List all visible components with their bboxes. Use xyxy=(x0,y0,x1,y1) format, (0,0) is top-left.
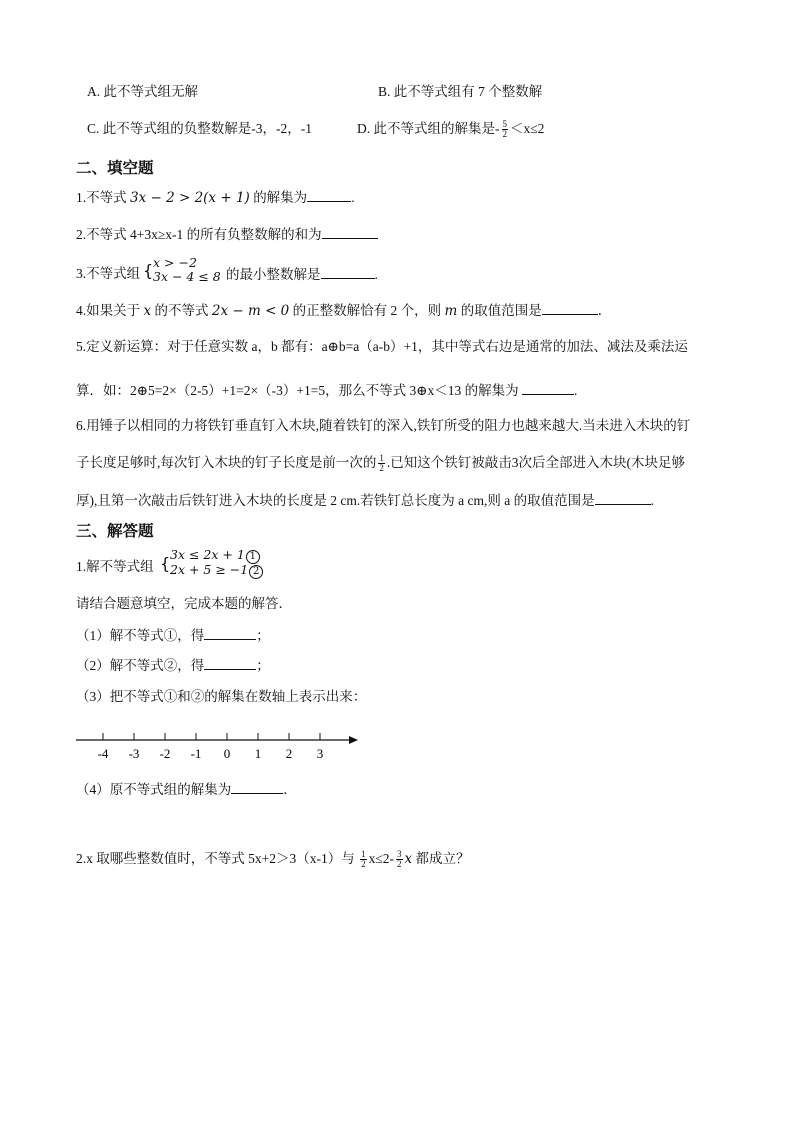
option-d-prefix: D. 此不等式组的解集是- xyxy=(357,121,500,136)
solve-q1-brace: { xyxy=(160,554,171,573)
fill-q5-text: 算．如：2⊕5=2×（2-5）+1=2×（-3）+1=5，那么不等式 3⊕x＜13 的解集为 xyxy=(76,383,519,398)
fraction-denominator: 2 xyxy=(361,859,366,870)
fill-q6-line2-b: .已知这个铁钉被敲击3次后全部进入木块(木块足够 xyxy=(386,455,685,470)
number-line-label: -2 xyxy=(159,746,171,761)
number-line-label: 2 xyxy=(285,746,293,761)
circle-2: 2 xyxy=(249,565,263,579)
solve-q2-a: 2.x 取哪些整数值时，不等式 5x+2＞3（x-1）与 xyxy=(76,851,355,866)
fraction-numerator: 1 xyxy=(361,849,366,860)
fill-q1-suffix: 的解集为 xyxy=(249,190,308,205)
number-line-label: 0 xyxy=(223,746,231,761)
fill-q4-m: m xyxy=(444,303,458,319)
solve-q1-row2-text: 2x + 5 ≥ −1 xyxy=(170,562,249,577)
fill-q3-tail xyxy=(226,265,378,284)
fill-q2 xyxy=(76,225,378,244)
circle-1: 1 xyxy=(246,550,260,564)
section3-title: 三、解答题 xyxy=(76,522,154,540)
fill-q3-blank[interactable] xyxy=(321,265,375,279)
fill-q4-b: 的不等式 xyxy=(154,303,209,318)
solve-step3: （3）把不等式①和②的解集在数轴上表示出来： xyxy=(76,689,367,704)
fill-q4-x: x xyxy=(143,303,152,319)
fraction-denominator: 2 xyxy=(397,859,402,870)
fill-q4-c: 的正整数解恰有 2 个，则 xyxy=(292,303,442,318)
number-line-label: 3 xyxy=(316,746,324,761)
fill-q6-line2-a: 子长度足够时,每次钉入木块的钉子长度是前一次的 xyxy=(76,455,377,470)
fill-q4-d: 的取值范围是 xyxy=(460,303,542,318)
solve-instruction: 请结合题意填空，完成本题的解答． xyxy=(76,596,292,611)
fill-q5-blank[interactable] xyxy=(522,381,574,395)
fill-q3-end: . xyxy=(374,267,378,282)
fill-q5-line2 xyxy=(76,381,577,400)
solve-step1 xyxy=(76,626,270,645)
option-c: C. 此不等式组的负整数解是-3，-2，-1 xyxy=(87,121,312,136)
solve-step4-end: ． xyxy=(283,782,297,797)
solve-q2-x: x xyxy=(404,851,413,867)
fill-q3-suffix: 的最小整数解是 xyxy=(226,267,321,282)
fraction-denominator: 2 xyxy=(502,129,507,140)
solve-q2-c: 都成立？ xyxy=(415,851,470,866)
fill-q5-end: . xyxy=(574,383,578,398)
fill-q4-math: 2x − m < 0 xyxy=(211,303,290,319)
option-d xyxy=(357,120,544,139)
solve-step4 xyxy=(76,780,297,799)
solve-step2-text: （2）解不等式②，得 xyxy=(76,658,205,673)
solve-q2-fraction2 xyxy=(396,850,403,869)
fill-q6-line3-text: 厚),且第一次敲击后铁钉进入木块的长度是 2 cm.若铁钉总长度为 a cm,则 a 的取值范围是 xyxy=(76,493,595,508)
fill-q4-end: ． xyxy=(597,303,612,318)
solve-q1-row2 xyxy=(170,564,263,579)
fraction-denominator: 2 xyxy=(379,463,384,474)
solve-q1-prefix: 1.解不等式组 xyxy=(76,559,154,574)
solve-q2-b: x≤2- xyxy=(368,851,395,866)
fill-q1-math: 3x − 2 > 2(x + 1) xyxy=(130,190,250,206)
fill-q1 xyxy=(76,188,355,207)
option-d-suffix: ＜x≤2 xyxy=(510,121,545,136)
fill-q1-blank[interactable] xyxy=(307,188,351,202)
fill-q6-blank[interactable] xyxy=(595,491,651,505)
solve-q2 xyxy=(76,850,470,869)
solve-step4-text: （4）原不等式组的解集为 xyxy=(76,782,232,797)
fill-q4-a: 4.如果关于 xyxy=(76,303,141,318)
option-d-fraction xyxy=(502,120,509,139)
solve-step2-end: ； xyxy=(256,658,270,673)
solve-step1-blank[interactable] xyxy=(204,626,256,640)
solve-step1-end: ； xyxy=(256,628,270,643)
option-b: B. 此不等式组有 7 个整数解 xyxy=(378,84,543,99)
fill-q4 xyxy=(76,301,611,320)
number-line-label: -4 xyxy=(97,746,109,761)
fill-q2-blank[interactable] xyxy=(322,225,378,239)
q3-row1: x > −2 xyxy=(153,255,197,270)
fill-q3-prefix: 3.不等式组 xyxy=(76,266,141,281)
number-line-arrow xyxy=(349,736,358,744)
fraction-numerator: 1 xyxy=(379,453,384,464)
fraction-numerator: 5 xyxy=(502,119,507,130)
fill-q1-end: . xyxy=(351,190,355,205)
solve-step2 xyxy=(76,656,270,675)
section2-title: 二、填空题 xyxy=(76,159,154,177)
fill-q6-fraction xyxy=(378,454,385,473)
fill-q6-end: . xyxy=(650,493,654,508)
fill-q1-prefix: 1.不等式 xyxy=(76,190,130,205)
q3-row2: 3x − 4 ≤ 8 xyxy=(153,269,221,284)
fraction-numerator: 3 xyxy=(397,849,402,860)
fill-q6-line3 xyxy=(76,491,654,510)
fill-q5-line1: 5.定义新运算：对于任意实数 a，b 都有：a⊕b=a（a-b）+1，其中等式右边是通常的加法、减法及乘法运 xyxy=(76,339,688,354)
solve-step2-blank[interactable] xyxy=(204,656,256,670)
q3-brace: { xyxy=(143,261,154,280)
number-line-label: -1 xyxy=(190,746,202,761)
solve-step4-blank[interactable] xyxy=(231,780,283,794)
solve-q1-row1-text: 3x ≤ 2x + 1 xyxy=(170,547,245,562)
fill-q2-text: 2.不等式 4+3x≥x-1 的所有负整数解的和为 xyxy=(76,227,322,242)
number-line-ticks xyxy=(98,733,324,761)
number-line-label: -3 xyxy=(128,746,140,761)
number-line-label: 1 xyxy=(254,746,262,761)
fill-q6-line2 xyxy=(76,454,685,473)
fill-q6-line1: 6.用锤子以相同的力将铁钉垂直钉入木块,随着铁钉的深入,铁钉所受的阻力也越来越大.当未进入木块的钉 xyxy=(76,418,691,433)
solve-q2-fraction1 xyxy=(360,850,367,869)
solve-step1-text: （1）解不等式①，得 xyxy=(76,628,205,643)
option-a: A. 此不等式组无解 xyxy=(87,84,198,99)
number-line xyxy=(70,728,370,764)
fill-q4-blank[interactable] xyxy=(542,301,598,315)
